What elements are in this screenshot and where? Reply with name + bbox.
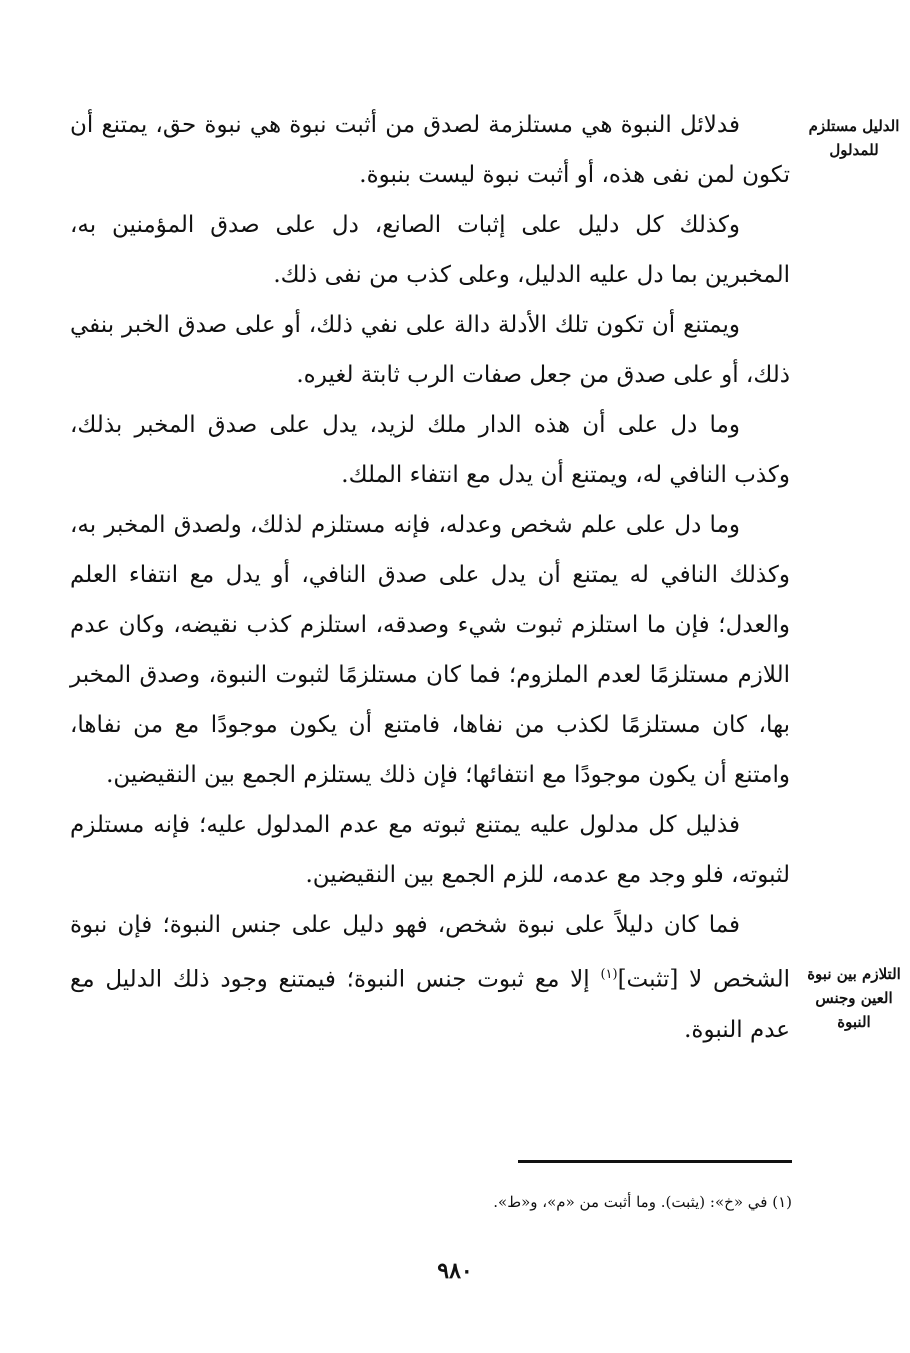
paragraph-text-start: فما كان دليلاً على نبوة شخص، فهو دليل على جنس النبوة؛ فإن نبوة الشخص لا [تثبت] (70, 912, 790, 993)
footnote-marker[interactable]: (١) (600, 967, 618, 982)
margin-heading-prophethood: التلازم بين نبوة العين وجنس النبوة (807, 965, 901, 1031)
paragraph: فذليل كل مدلول عليه يمتنع ثبوته مع عدم المدلول عليه؛ فإنه مستلزم لثبوته، فلو وجد مع عدمه، للزم الجمع بين النقيضين. (70, 812, 790, 888)
paragraph-last (70, 900, 790, 1055)
page-number: ٩٨٠ (437, 1258, 473, 1284)
paragraph: ويمتنع أن تكون تلك الأدلة دالة على نفي ذلك، أو على صدق الخبر بنفي ذلك، أو على صدق من جعل صفات الرب ثابتة لغيره. (70, 312, 790, 388)
margin-heading-evidence: الدليل مستلزم للمدلول (808, 117, 900, 159)
paragraph: فدلائل النبوة هي مستلزمة لصدق من أثبت نبوة هي نبوة حق، يمتنع أن تكون لمن نفى هذه، أو أثبت نبوة ليست بنبوة. (70, 112, 790, 188)
paragraph-text-end: إلا مع ثبوت جنس النبوة؛ فيمتنع وجود ذلك الدليل مع عدم النبوة. (70, 966, 790, 1043)
footnote-separator (518, 1160, 792, 1163)
main-text (70, 100, 790, 1055)
paragraph: وما دل على علم شخص وعدله، فإنه مستلزم لذلك، ولصدق المخبر به، وكذلك النافي له يمتنع أن يدل على صدق النافي، أو يدل مع انتفاء العلم والعدل؛ فإن ما استلزم ثبوت شيء وصدقه، استلزم كذب نقيضه، وكان عدم اللازم مستلزمًا لعدم الملزوم؛ فما كان مستلزمًا لثبوت النبوة، وصدق المخبر بها، كان مستلزمًا لكذب من نفاها، فامتنع أن يكون موجودًا مع من نفاها، وامتنع أن يكون موجودًا مع انتفائها؛ فإن ذلك يستلزم الجمع بين النقيضين. (70, 512, 791, 788)
paragraph: وما دل على أن هذه الدار ملك لزيد، يدل على صدق المخبر بذلك، وكذب النافي له، ويمتنع أن يدل مع انتفاء الملك. (70, 412, 790, 488)
paragraph: وكذلك كل دليل على إثبات الصانع، دل على صدق المؤمنين به، المخبرين بما دل عليه الدليل، وعلى كذب من نفى ذلك. (70, 212, 790, 288)
footnote: (١) في «خ»: (يثبت). وما أثبت من «م»، و«ط». (493, 1193, 792, 1211)
